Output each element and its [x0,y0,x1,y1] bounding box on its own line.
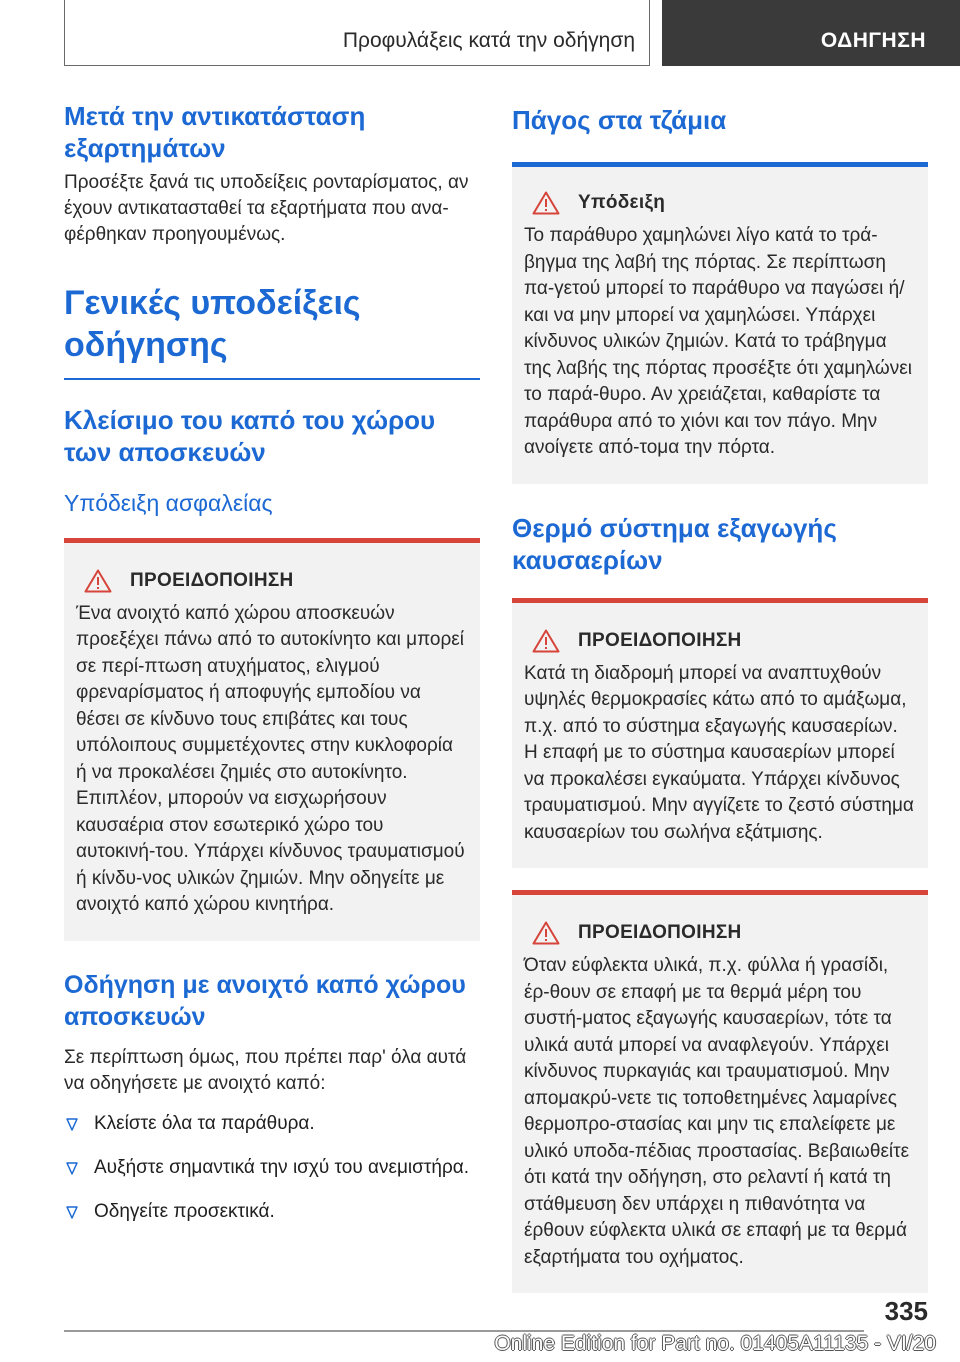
triangle-bullet-icon [66,1162,78,1176]
list-item-text: Οδηγείτε προσεκτικά. [94,1200,275,1222]
warning-label: ΠΡΟΕΙΔΟΠΟΙΗΣΗ [130,569,294,591]
page-header [64,0,960,66]
heading-hot-exhaust-system: Θερμό σύστημα εξαγωγής καυσαερίων [512,512,837,575]
note-box-header [524,191,916,215]
note-text: Το παράθυρο χαμηλώνει λίγο κατά το τρά‐βηγμα της λαβή της πόρτας. Σε περίπτωση πα‐γετού μπορεί το παράθυρο να παγώσει ή/και να μην μπορεί να χαμηλώσει. Υπάρχει κίνδυνος υλικών ζημιών. Κατά το τράβηγμα της λαβής της πόρτας προσέξτε ότι χαμηλώνει το παρά‐θυρο. Αν χρειάζεται, καθαρίστε τα παράθυρα από το χιόνι και τον πάγο. Μην ανοίγετε από‐τομα την πόρτα. [524,225,912,458]
list-item-text: Αυξήστε σημαντικά την ισχύ του ανεμιστήρα. [94,1156,470,1178]
warning-triangle-icon [532,921,560,945]
note-label: Υπόδειξη [578,192,666,213]
chapter-heading-general-driving: Γενικές υποδείξεις οδήγησης [64,284,361,364]
warning-box-exhaust-burns [512,598,928,869]
heading-close-trunk-lid: Κλείσιμο του καπό του χώρου των αποσκευών [64,404,436,467]
heading-ice-on-windows: Πάγος στα τζάμια [512,105,727,135]
list-item [64,1111,480,1137]
list-item [64,1199,480,1225]
list-item-text: Κλείστε όλα τα παράθυρα. [94,1112,315,1134]
warning-text: Όταν εύφλεκτα υλικά, π.χ. φύλλα ή γρασίδι, έρ‐θουν σε επαφή με τα θερμά μέρη του συστή‐ματος εξαγωγής καυσαερίων, τότε τα υλικά αυτά μπορεί να αναφλεγούν. Υπάρχει κίνδυνος πυρκαγιάς και τραυματισμού. Μην απομακρύ‐νετε τις τοποθετημένες λαμαρίνες θερμοπρο‐στασίας και μην τις επαλείφετε με υλικό υποδα‐πέδιας προστασίας. Βεβαιωθείτε ότι κατά την οδήγηση, στο ρελαντί ή κατά τη στάθμευση δεν υπάρχει η πιθανότητα να έρθουν εύφλεκτα υλικά σε επαφή με τα θερμά εξαρτήματα του οχήματος. [524,955,910,1268]
warning-label: ΠΡΟΕΙΔΟΠΟΙΗΣΗ [578,629,742,651]
header-section-tab [662,0,960,66]
instruction-list [64,1111,480,1225]
heading-after-parts-replacement: Μετά την αντικατάσταση εξαρτημάτων [64,101,366,163]
left-column [64,100,480,1243]
header-section-label: ΟΔΗΓΗΣΗ [820,29,926,52]
triangle-bullet-icon [66,1206,78,1220]
page-number: 335 [884,1296,928,1326]
paragraph-after-parts-replacement: Προσέξτε ξανά τις υποδείξεις ρονταρίσματος, αν έχουν αντικατασταθεί τα εξαρτήματα που ανα‐φέρθηκαν προηγουμένως. [64,172,469,245]
list-item [64,1155,480,1181]
warning-box-exhaust-fire [512,890,928,1293]
header-title-box [64,0,650,66]
paragraph-driving-open-trunk: Σε περίπτωση όμως, που πρέπει παρ' όλα αυτά να οδηγήσετε με ανοιχτό καπό: [64,1046,467,1094]
warning-triangle-icon [84,569,112,593]
warning-box-header [76,569,468,593]
note-box-ice-windows [512,162,928,484]
footer-edition: Online Edition for Part no. 01405A11135 - VI/20 [494,1332,936,1355]
header-title: Προφυλάξεις κατά την οδήγηση [342,29,635,52]
heading-driving-open-trunk: Οδήγηση με ανοιχτό καπό χώρου αποσκευών [64,970,466,1031]
warning-label: ΠΡΟΕΙΔΟΠΟΙΗΣΗ [578,922,742,943]
subheading-safety-note: Υπόδειξη ασφαλείας [64,489,273,516]
warning-text: Ένα ανοιχτό καπό χώρου αποσκευών προεξέχει πάνω από το αυτοκίνητο και μπορεί σε περί‐πτωση ατυχήματος, ελιγμού φρεναρίσματος ή αποφυγής εμποδίου να θέσει σε κίνδυνο τους επιβάτες και τους υπόλοιπους συμμετέχοντες στην κυκλοφορία ή να προκαλέσει ζημιές στο αυτοκίνητο. Επιπλέον, μπορούν να εισχωρήσουν καυσαέρια στον εσωτερικό χώρο του αυτοκινή‐του. Υπάρχει κίνδυνος τραυματισμού ή κίνδυ‐νος υλικών ζημιών. Μην οδηγείτε με ανοιχτό καπό χώρου κινητήρα. [76,602,465,915]
warning-box-header [524,921,916,945]
chapter-rule [64,378,480,380]
right-column [512,100,928,1293]
warning-triangle-icon [532,629,560,653]
triangle-bullet-icon [66,1118,78,1132]
warning-box-header [524,629,916,653]
warning-triangle-icon [532,191,560,215]
warning-text: Κατά τη διαδρομή μπορεί να αναπτυχθούν υψηλές θερμοκρασίες κάτω από το αμάξωμα, π.χ. από το σύστημα εξαγωγής καυσαερίων. Η επαφή με το σύστημα καυσαερίων μπορεί να προκαλέσει εγκαύματα. Υπάρχει κίνδυνος τραυματισμού. Μην αγγίζετε το ζεστό σύστημα καυσαερίων του σωλήνα εξάτμισης. [524,662,914,843]
warning-box-trunk-lid [64,538,480,941]
